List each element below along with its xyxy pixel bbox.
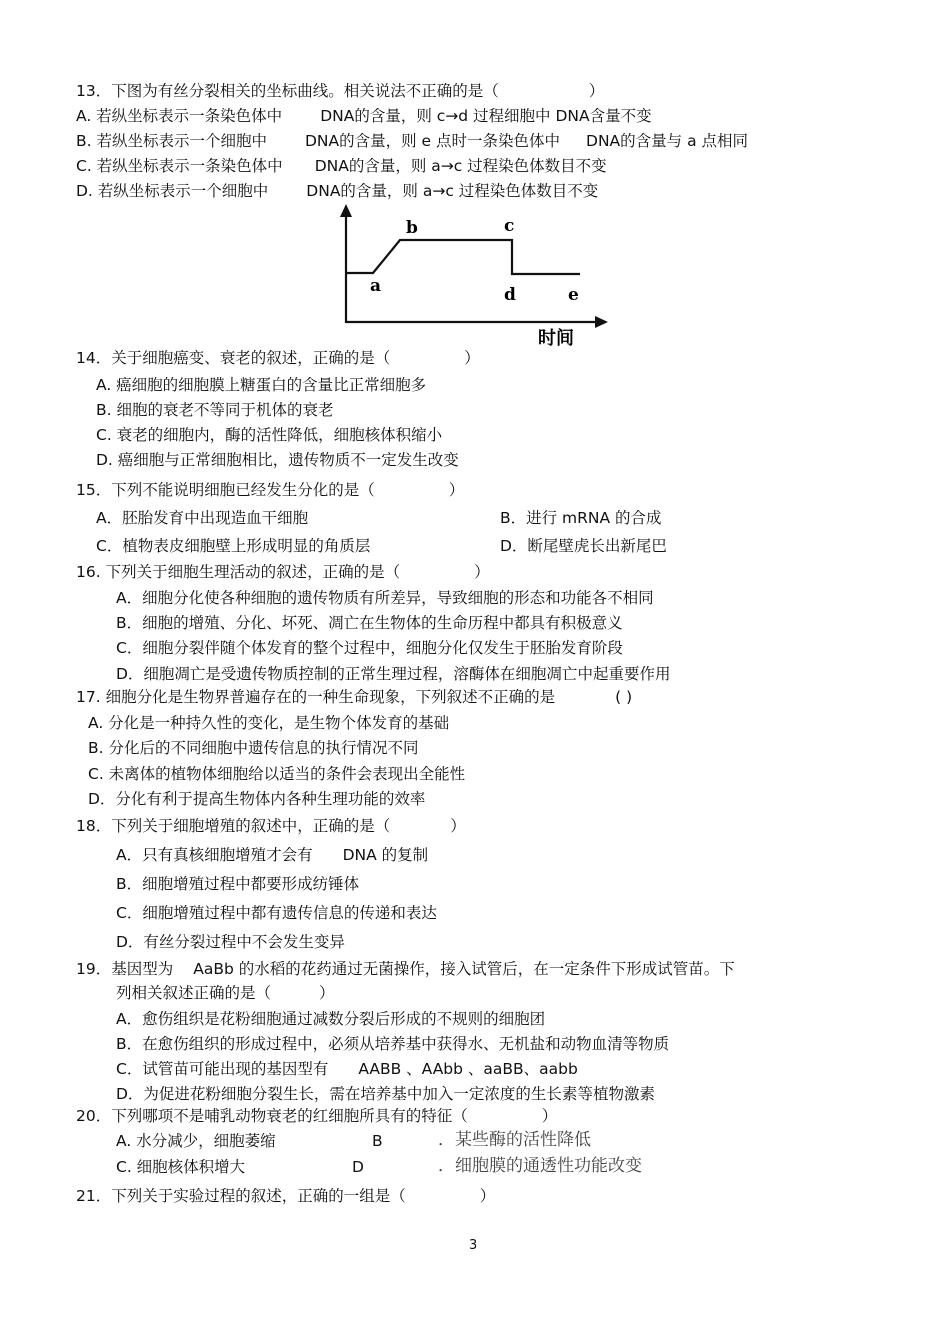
- q19-option-a: A．愈伤组织是花粉细胞通过减数分裂后形成的不规则的细胞团: [116, 1010, 546, 1028]
- q14-option-c: C. 衰老的细胞内，酶的活性降低，细胞核体积缩小: [96, 426, 443, 444]
- q20-option-b-letter: B: [372, 1132, 383, 1150]
- q16-option-d: D．细胞凋亡是受遗传物质控制的正常生理过程，溶酶体在细胞凋亡中起重要作用: [116, 665, 671, 683]
- q14-stem: 14．关于细胞癌变、衰老的叙述，正确的是（ ）: [76, 349, 480, 367]
- q20-option-c: C. 细胞核体积增大: [116, 1158, 246, 1176]
- q14-option-a: A. 癌细胞的细胞膜上糖蛋白的含量比正常细胞多: [96, 376, 427, 394]
- point-label-b: b: [406, 218, 418, 238]
- q14-option-b: B. 细胞的衰老不等同于机体的衰老: [96, 401, 334, 419]
- q14-option-d: D. 癌细胞与正常细胞相比，遗传物质不一定发生改变: [96, 451, 459, 469]
- point-label-a: a: [370, 276, 382, 296]
- q15-option-b: B．进行 mRNA 的合成: [500, 509, 662, 527]
- dna-curve: [346, 240, 580, 274]
- q19-stem-cont: 列相关叙述正确的是（ ）: [116, 984, 335, 1002]
- q20-option-b: ．某些酶的活性降低: [438, 1130, 591, 1150]
- q13-option-b: B. 若纵坐标表示一个细胞中 DNA的含量，则 e 点时一条染色体中 DNA的含量与 a 点相同: [76, 132, 749, 150]
- q15-option-a: A．胚胎发育中出现造血干细胞: [96, 509, 309, 527]
- q17-option-c: C. 未离体的植物体细胞给以适当的条件会表现出全能性: [88, 765, 466, 783]
- q13-option-c: C. 若纵坐标表示一条染色体中 DNA的含量，则 a→c 过程染色体数目不变: [76, 157, 607, 175]
- q18-option-c: C．细胞增殖过程中都有遗传信息的传递和表达: [116, 904, 437, 922]
- q16-option-c: C．细胞分裂伴随个体发育的整个过程中，细胞分化仅发生于胚胎发育阶段: [116, 639, 623, 657]
- q19-option-b: B．在愈伤组织的形成过程中，必须从培养基中获得水、无机盐和动物血清等物质: [116, 1035, 670, 1053]
- x-axis-arrow: [595, 316, 608, 328]
- q17-stem: 17. 细胞分化是生物界普遍存在的一种生命现象，下列叙述不正确的是 ( ): [76, 688, 633, 706]
- q16-option-b: B．细胞的增殖、分化、坏死、凋亡在生物体的生命历程中都具有积极意义: [116, 614, 623, 632]
- point-label-e: e: [568, 285, 579, 305]
- q20-option-d-letter: D: [352, 1158, 364, 1176]
- q17-option-b: B. 分化后的不同细胞中遗传信息的执行情况不同: [88, 739, 419, 757]
- q19-option-c: C．试管苗可能出现的基因型有 AABB 、AAbb 、aaBB、aabb: [116, 1060, 578, 1078]
- point-label-d: d: [504, 285, 516, 305]
- q13-stem: 13．下图为有丝分裂相关的坐标曲线。相关说法不正确的是（ ）: [76, 82, 605, 100]
- q13-coordinate-graph: [330, 200, 620, 350]
- q21-stem: 21．下列关于实验过程的叙述，正确的一组是（ ）: [76, 1187, 496, 1205]
- y-axis-arrow: [340, 204, 352, 217]
- q17-option-d: D．分化有利于提高生物体内各种生理功能的效率: [88, 790, 426, 808]
- q19-stem: 19．基因型为 AaBb 的水稻的花药通过无菌操作，接入试管后，在一定条件下形成试管苗。下: [76, 960, 735, 978]
- q13-option-d: D. 若纵坐标表示一个细胞中 DNA的含量，则 a→c 过程染色体数目不变: [76, 182, 599, 200]
- q18-option-b: B．细胞增殖过程中都要形成纺锤体: [116, 875, 360, 893]
- q19-option-d: D．为促进花粉细胞分裂生长，需在培养基中加入一定浓度的生长素等植物激素: [116, 1085, 655, 1103]
- point-label-c: c: [504, 216, 515, 236]
- q16-stem: 16. 下列关于细胞生理活动的叙述，正确的是（ ）: [76, 563, 490, 581]
- x-axis-label: 时间: [538, 328, 574, 349]
- q18-stem: 18．下列关于细胞增殖的叙述中，正确的是（ ）: [76, 817, 466, 835]
- q17-option-a: A. 分化是一种持久性的变化，是生物个体发育的基础: [88, 714, 450, 732]
- q13-option-a: A. 若纵坐标表示一条染色体中 DNA的含量，则 c→d 过程细胞中 DNA含量不变: [76, 107, 652, 125]
- q18-option-a: A．只有真核细胞增殖才会有 DNA 的复制: [116, 846, 429, 864]
- page-number: 3: [469, 1238, 478, 1253]
- q20-option-d: ．细胞膜的通透性功能改变: [438, 1156, 642, 1176]
- q18-option-d: D．有丝分裂过程中不会发生变异: [116, 933, 345, 951]
- q15-option-c: C．植物表皮细胞壁上形成明显的角质层: [96, 537, 371, 555]
- q20-option-a: A. 水分减少，细胞萎缩: [116, 1132, 276, 1150]
- q16-option-a: A．细胞分化使各种细胞的遗传物质有所差异，导致细胞的形态和功能各不相同: [116, 589, 654, 607]
- q15-option-d: D．断尾壁虎长出新尾巴: [500, 537, 667, 555]
- q20-stem: 20．下列哪项不是哺乳动物衰老的红细胞所具有的特征（ ）: [76, 1107, 558, 1125]
- q15-stem: 15．下列不能说明细胞已经发生分化的是（ ）: [76, 481, 465, 499]
